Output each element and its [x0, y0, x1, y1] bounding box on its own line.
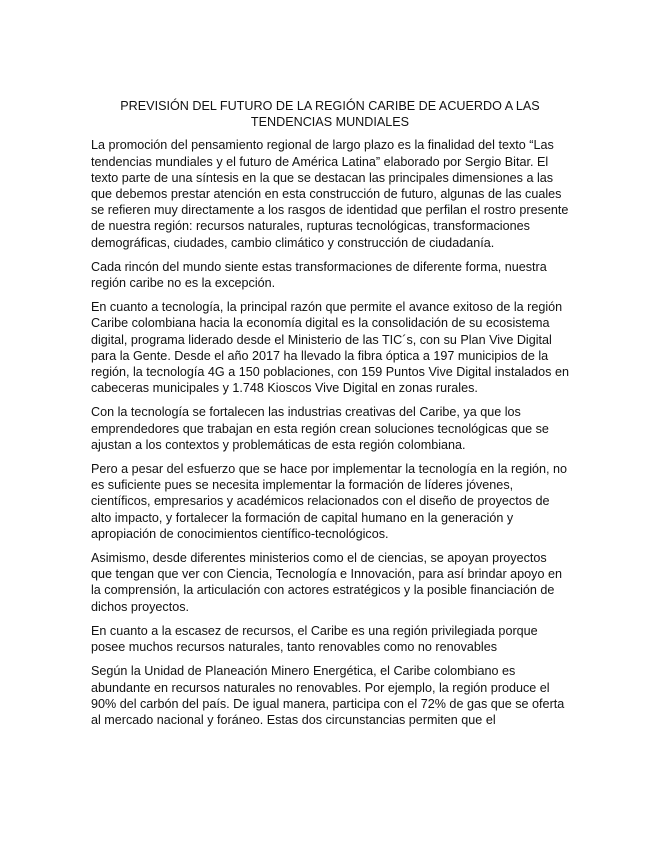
- document-body: [91, 98, 569, 728]
- paragraph-technology: En cuanto a tecnología, la principal razón que permite el avance exitoso de la región Caribe colombiana hacia la economía digital es la consolidación de su ecosistema digital, programa liderado desde el Ministerio de las TIC´s, con su Plan Vive Digital para la Gente. Desde el año 2017 ha llevado la fibra óptica a 197 municipios de la región, la tecnología 4G a 150 poblaciones, con 159 Puntos Vive Digital instalados en cabeceras municipales y 1.748 Kioscos Vive Digital en zonas rurales.: [91, 300, 569, 396]
- paragraph-training-needs: Pero a pesar del esfuerzo que se hace por implementar la tecnología en la región, no es suficiente pues se necesita implementar la formación de líderes jóvenes, científicos, empresarios y académicos relacionados con el diseño de proyectos de alto impacto, y fortalecer la formación de capital humano en la generación y apropiación de conocimientos científico-tecnológicos.: [91, 462, 568, 541]
- paragraph-intro: La promoción del pensamiento regional de largo plazo es la finalidad del texto “Las tendencias mundiales y el futuro de América Latina” elaborado por Sergio Bitar. El texto parte de una síntesis en la que se destacan las principales dimensiones a las que debemos prestar atención en esta construcción de futuro, algunas de las cuales se refieren muy directamente a los rasgos de identidad que perfilan el rostro presente de nuestra región: recursos naturales, rupturas tecnológicas, transformaciones demográficas, ciudades, cambio climático y construcción de ciudadanía.: [91, 138, 569, 250]
- paragraph-energy-mining: Según la Unidad de Planeación Minero Energética, el Caribe colombiano es abundante en recursos naturales no renovables. Por ejemplo, la región produce el 90% del carbón del país. De igual manera, participa con el 72% de gas que se oferta al mercado nacional y foráneo. Estas dos circunstancias permiten que el: [91, 664, 565, 727]
- paragraph-resources: En cuanto a la escasez de recursos, el Caribe es una región privilegiada porque posee muchos recursos naturales, tanto renovables como no renovables: [91, 623, 538, 655]
- paragraph-creative-industries: Con la tecnología se fortalecen las industrias creativas del Caribe, ya que los emprendedores que trabajan en esta región crean soluciones tecnológicas que se ajustan a los contextos y problemáticas de esta región colombiana.: [91, 405, 549, 452]
- paragraph-region-transformations: Cada rincón del mundo siente estas transformaciones de diferente forma, nuestra región caribe no es la excepción.: [91, 259, 547, 291]
- paragraph-ministries-support: Asimismo, desde diferentes ministerios como el de ciencias, se apoyan proyectos que tengan que ver con Ciencia, Tecnología e Innovación, para así brindar apoyo en la comprensión, la articulación con actores estratégicos y la posible financiación de dichos proyectos.: [91, 551, 562, 614]
- document-title: PREVISIÓN DEL FUTURO DE LA REGIÓN CARIBE DE ACUERDO A LAS TENDENCIAS MUNDIALES: [120, 99, 540, 130]
